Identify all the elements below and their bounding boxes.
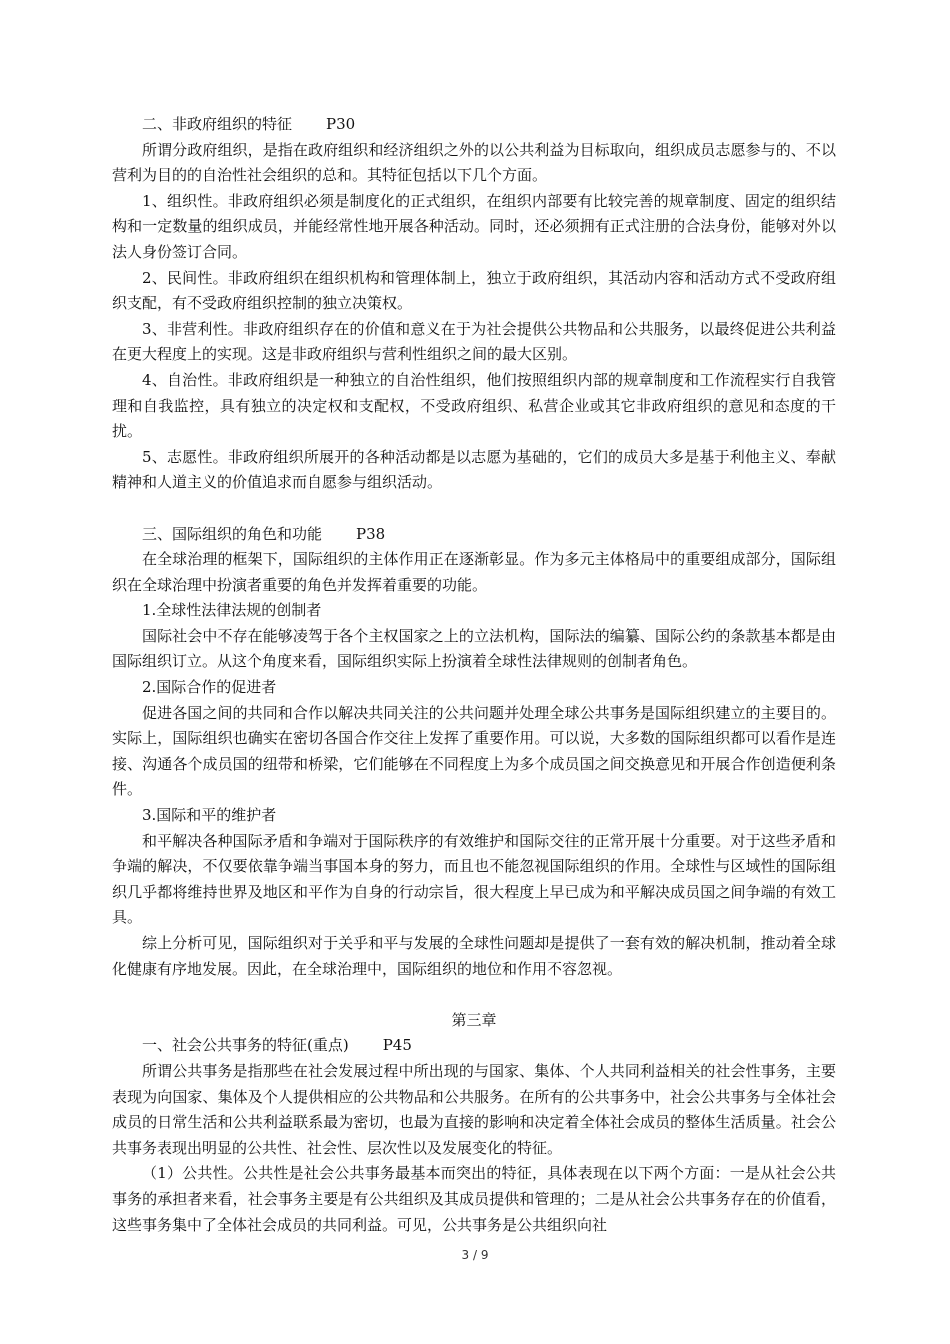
page-number: 3 / 9 (461, 1248, 489, 1262)
list-item: （1）公共性。公共性是社会公共事务最基本而突出的特征，具体表现在以下两个方面：一是从社会公共事务的承担者来看，社会事务主要是有公共组织及其成员提供和管理的；二是从社会公共事务存在的价值看，这些事务集中了全体社会成员的共同利益。可见，公共事务是公共组织向社 (112, 1164, 836, 1234)
paragraph: 所谓公共事务是指那些在社会发展过程中所出现的与国家、集体、个人共同利益相关的社会性事务，主要表现为向国家、集体及个人提供相应的公共物品和公共服务。在所有的公共事务中，社会公共事务与全体社会成员的日常生活和公共利益联系最为密切，也最为直接的影响和决定着全体社会成员的整体生活质量。社会公共事务表现出明显的公共性、社会性、层次性以及发展变化的特征。 (112, 1061, 836, 1157)
document-page (112, 112, 836, 1238)
list-item: 1、组织性。非政府组织必须是制度化的正式组织，在组织内部要有比较完善的规章制度、固定的组织结构和一定数量的组织成员，并能经常性地开展各种活动。同时，还必须拥有正式注册的合法身份，能够对外以法人身份签订合同。 (112, 191, 836, 261)
paragraph: 和平解决各种国际矛盾和争端对于国际秩序的有效维护和国际交往的正常开展十分重要。对于这些矛盾和争端的解决，不仅要依靠争端当事国本身的努力，而且也不能忽视国际组织的作用。全球性与区域性的国际组织几乎都将维持世界及地区和平作为自身的行动宗旨，很大程度上早已成为和平解决成员国之间争端的有效工具。 (112, 831, 836, 927)
page-ref: P45 (382, 1036, 412, 1055)
paragraph: 综上分析可见，国际组织对于关乎和平与发展的全球性问题却是提供了一套有效的解决机制，推动着全球化健康有序地发展。因此，在全球治理中，国际组织的地位和作用不容忽视。 (112, 934, 836, 978)
paragraph: 在全球治理的框架下，国际组织的主体作用正在逐渐彰显。作为多元主体格局中的重要组成部分，国际组织在全球治理中扮演者重要的角色并发挥着重要的功能。 (112, 550, 836, 594)
paragraph: 所谓分政府组织，是指在政府组织和经济组织之外的以公共利益为目标取向，组织成员志愿参与的、不以营利为目的的自治性社会组织的总和。其特征包括以下几个方面。 (112, 140, 836, 185)
page-ref: P30 (326, 115, 356, 133)
paragraph: 促进各国之间的共同和合作以解决共同关注的公共问题并处理全球公共事务是国际组织建立的主要目的。实际上，国际组织也确实在密切各国合作交往上发挥了重要作用。可以说，大多数的国际组织都可以看作是连接、沟通各个成员国的纽带和桥梁，它们能够在不同程度上为多个成员国之间交换意见和开展合作创造便利条件。 (112, 703, 836, 799)
list-item: 3、非营利性。非政府组织存在的价值和意义在于为社会提供公共物品和公共服务，以最终促进公共利益在更大程度上的实现。这是非政府组织与营利性组织之间的最大区别。 (112, 319, 836, 364)
section-heading: 三、国际组织的角色和功能 P38 (142, 524, 386, 543)
section-heading: 二、非政府组织的特征 P30 (142, 115, 356, 133)
list-item: 2、民间性。非政府组织在组织机构和管理体制上，独立于政府组织，其活动内容和活动方式不受政府组织支配，有不受政府组织控制的独立决策权。 (112, 268, 836, 313)
subheading: 2.国际合作的促进者 (142, 678, 277, 697)
subheading: 3.国际和平的维护者 (142, 806, 277, 825)
section-heading: 一、社会公共事务的特征(重点) P45 (142, 1036, 412, 1055)
list-item: 5、志愿性。非政府组织所展开的各种活动都是以志愿为基础的，它们的成员大多是基于利他主义、奉献精神和人道主义的价值追求而自愿参与组织活动。 (112, 447, 836, 492)
chapter-title: 第三章 (451, 1010, 497, 1029)
subheading: 1.全球性法律法规的创制者 (142, 601, 322, 620)
paragraph: 国际社会中不存在能够凌驾于各个主权国家之上的立法机构，国际法的编纂、国际公约的条款基本都是由国际组织订立。从这个角度来看，国际组织实际上扮演着全球性法律规则的创制者角色。 (112, 626, 836, 671)
list-item: 4、自治性。非政府组织是一种独立的自治性组织，他们按照组织内部的规章制度和工作流程实行自我管理和自我监控，具有独立的决定权和支配权，不受政府组织、私营企业或其它非政府组织的意见和态度的干扰。 (112, 370, 836, 441)
page-ref: P38 (356, 524, 386, 543)
